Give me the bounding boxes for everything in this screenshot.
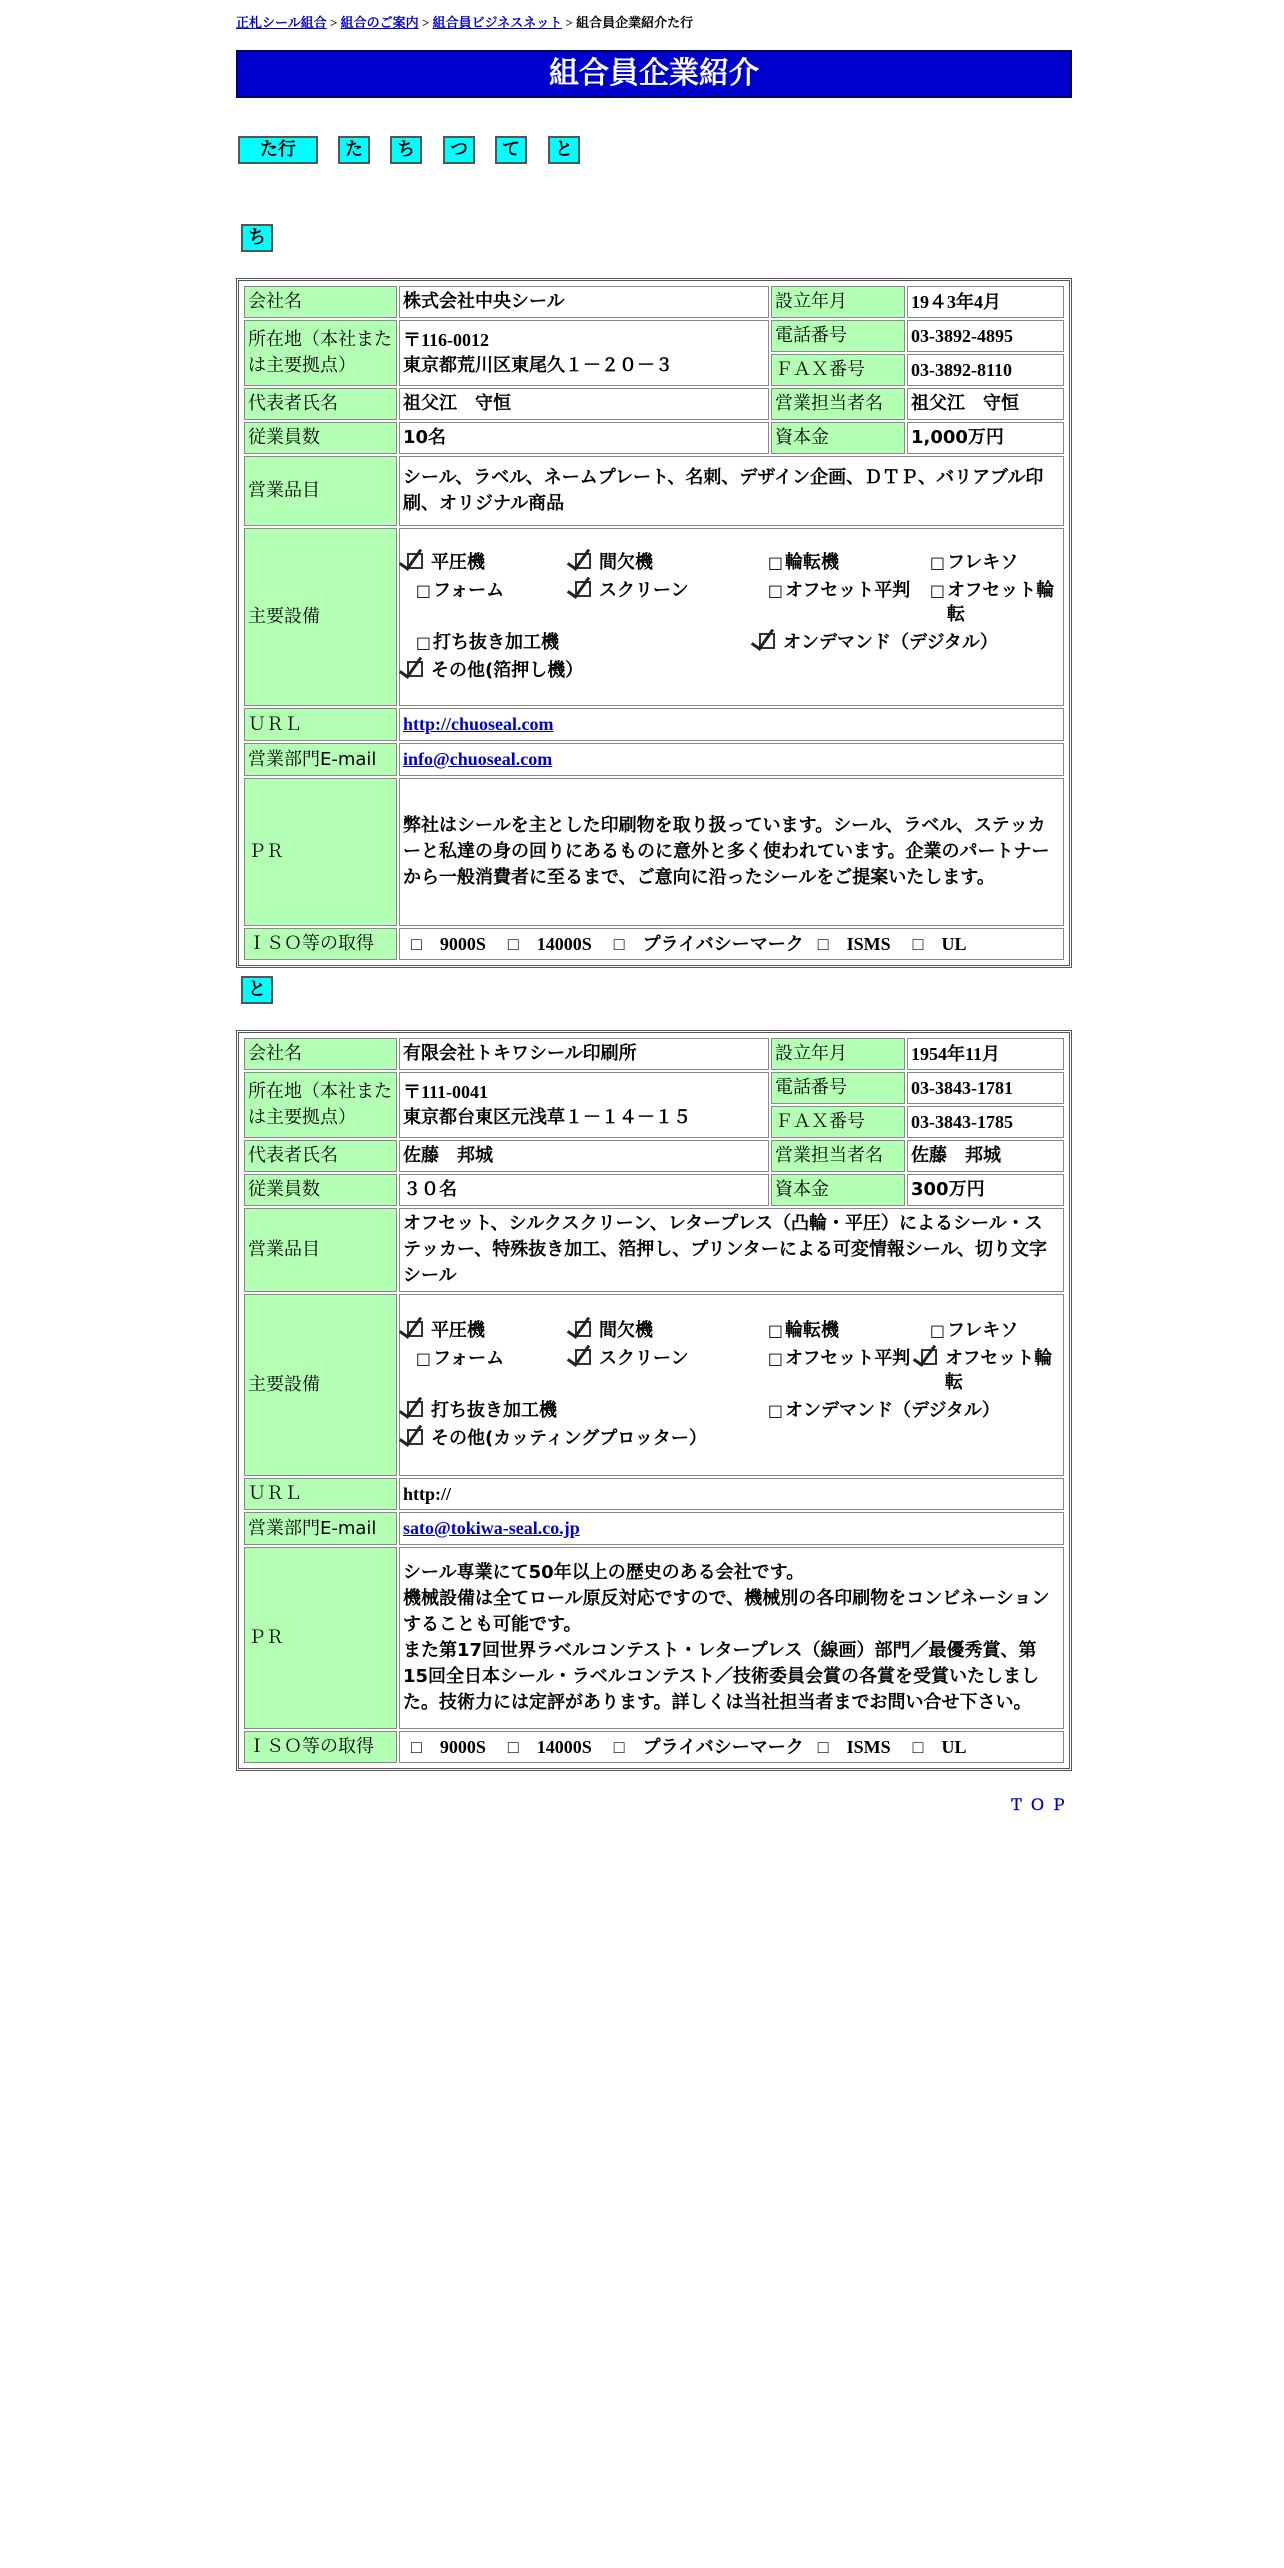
iso-item-label: 14000S (536, 934, 592, 954)
capital-amount: 1,000万円 (907, 422, 1064, 454)
label-capital: 資本金 (771, 422, 905, 454)
company-card-chuo-seal (236, 278, 1072, 968)
company-name: 有限会社トキワシール印刷所 (399, 1038, 769, 1070)
iso-item (606, 931, 804, 957)
iso-item-label: プライバシーマーク (642, 1737, 804, 1757)
equipment-on-demand: □ オンデマンド（デジタル） (755, 1399, 1060, 1423)
breadcrumb-link-home[interactable]: 正札シール組合 (236, 15, 327, 30)
iso-list (399, 1731, 1064, 1763)
label-representative: 代表者氏名 (244, 388, 397, 420)
kana-nav-te[interactable]: て (495, 136, 527, 164)
label-pr: ＰＲ (244, 1547, 397, 1729)
address: 東京都荒川区東尾久１－２０－３ (403, 355, 673, 376)
founded-date: 1954年11月 (907, 1038, 1064, 1070)
label-representative: 代表者氏名 (244, 1140, 397, 1172)
iso-item (810, 1734, 891, 1760)
unchecked-box-icon: □ (613, 934, 625, 954)
phone-number: 03-3892-4895 (907, 320, 1064, 352)
label-capital: 資本金 (771, 1174, 905, 1206)
label-fax: ＦＡＸ番号 (771, 1106, 905, 1138)
address-cell (399, 1072, 769, 1138)
url-cell (399, 708, 1064, 741)
equipment-die-cut: □ 打ち抜き加工機 (403, 631, 755, 655)
section-label-to: と (241, 976, 273, 1004)
iso-item-label: UL (941, 934, 967, 954)
address-cell (399, 320, 769, 386)
unchecked-box-icon: □ (767, 1321, 783, 1340)
iso-item-label: UL (941, 1737, 967, 1757)
founded-date: 19４3年4月 (907, 286, 1064, 318)
pr-line: また第17回世界ラベルコンテスト・レタープレス（線画）部門／最優秀賞、第15回全日本シール・ラベルコンテスト／技術委員会賞の各賞を受賞いたしました。技術力には定評があります。詳しくは当社担当者までお問い合せ下さい。 (403, 1640, 1039, 1713)
email-cell (399, 1512, 1064, 1545)
iso-item (403, 1734, 486, 1760)
equipment-form: □ フォーム (403, 1347, 571, 1395)
label-products: 営業品目 (244, 1208, 397, 1292)
breadcrumb-link-business-net[interactable]: 組合員ビジネスネット (432, 15, 563, 30)
iso-item (905, 1734, 967, 1760)
pr-text: 弊社はシールを主とした印刷物を取り扱っています。シール、ラベル、ステッカーと私達の身の回りにあるものに意外と多く使われています。企業のパートナーから一般消費者に至るまで、ご意向に沿ったシールをご提案いたします。 (399, 778, 1064, 926)
equipment-on-demand: オンデマンド（デジタル） (783, 632, 998, 653)
label-employees: 従業員数 (244, 422, 397, 454)
label-iso: ＩＳＯ等の取得 (244, 928, 397, 960)
address: 東京都台東区元浅草１－１４－１５ (403, 1107, 691, 1128)
iso-item-label: プライバシーマーク (642, 934, 804, 954)
equipment-screen: スクリーン (599, 1348, 689, 1369)
pr-text (399, 1547, 1064, 1729)
email-cell (399, 743, 1064, 776)
label-url: ＵＲＬ (244, 1478, 397, 1510)
label-products: 営業品目 (244, 456, 397, 526)
unchecked-box-icon: □ (817, 1737, 829, 1757)
unchecked-box-icon: □ (929, 1321, 945, 1340)
equipment-intermittent: 間欠機 (599, 1320, 653, 1341)
equipment-list (399, 1294, 1064, 1476)
label-sales-contact: 営業担当者名 (771, 1140, 905, 1172)
kana-nav-ta-row[interactable]: た行 (238, 136, 318, 164)
iso-item (500, 1734, 592, 1760)
breadcrumb-current: 組合員企業紹介た行 (576, 15, 694, 30)
top-link[interactable]: ＴＯＰ (1008, 1796, 1072, 1814)
breadcrumb (236, 12, 693, 31)
unchecked-box-icon: □ (411, 1737, 422, 1757)
iso-item-label: 14000S (536, 1737, 592, 1757)
equipment-rotary: □ 輪転機 (755, 551, 917, 575)
unchecked-box-icon: □ (767, 581, 783, 600)
unchecked-box-icon: □ (507, 934, 519, 954)
equipment-intermittent: 間欠機 (599, 552, 653, 573)
products: オフセット、シルクスクリーン、レタープレス（凸輪・平圧）によるシール・ステッカー、特殊抜き加工、箔押し、プリンターによる可変情報シール、切り文字シール (399, 1208, 1064, 1292)
label-founded: 設立年月 (771, 1038, 905, 1070)
iso-item-label: ISMS (846, 1737, 891, 1757)
label-phone: 電話番号 (771, 1072, 905, 1104)
sales-contact-name: 佐藤 邦城 (907, 1140, 1064, 1172)
label-employees: 従業員数 (244, 1174, 397, 1206)
page-title: 組合員企業紹介 (236, 50, 1072, 98)
kana-nav-to[interactable]: と (548, 136, 580, 164)
equipment-flexo: □ フレキソ (917, 1319, 1060, 1343)
label-address: 所在地（本社または主要拠点） (244, 1072, 397, 1138)
iso-item (403, 931, 486, 957)
pr-line: シール専業にて50年以上の歴史のある会社です。 (403, 1562, 805, 1583)
equipment-flexo: □ フレキソ (917, 551, 1060, 575)
label-fax: ＦＡＸ番号 (771, 354, 905, 386)
unchecked-box-icon: □ (767, 553, 783, 572)
iso-item (606, 1734, 804, 1760)
company-name: 株式会社中央シール (399, 286, 769, 318)
equipment-offset-sheet: □ オフセット平判 (755, 579, 917, 627)
capital-amount: 300万円 (907, 1174, 1064, 1206)
iso-list (399, 928, 1064, 960)
section-label-chi: ち (241, 224, 273, 252)
unchecked-box-icon: □ (415, 633, 431, 652)
iso-item (500, 931, 592, 957)
equipment-offset-sheet: □ オフセット平判 (755, 1347, 917, 1395)
label-iso: ＩＳＯ等の取得 (244, 1731, 397, 1763)
kana-nav-chi[interactable]: ち (390, 136, 422, 164)
fax-number: 03-3892-8110 (907, 354, 1064, 386)
equipment-platen: 平圧機 (431, 1320, 485, 1341)
iso-item (810, 931, 891, 957)
unchecked-box-icon: □ (415, 581, 431, 600)
equipment-list (399, 528, 1064, 706)
label-email: 営業部門E-mail (244, 743, 397, 776)
phone-number: 03-3843-1781 (907, 1072, 1064, 1104)
company-email-link[interactable]: info@chuoseal.com (403, 749, 553, 769)
company-url: http:// (399, 1478, 1064, 1510)
unchecked-box-icon: □ (929, 581, 945, 600)
equipment-other: その他 (箔押し機） (431, 660, 584, 681)
equipment-screen: スクリーン (599, 580, 689, 601)
employee-count: ３０名 (399, 1174, 769, 1206)
postal-code: 〒116-0012 (403, 330, 490, 350)
label-sales-contact: 営業担当者名 (771, 388, 905, 420)
breadcrumb-link-about[interactable]: 組合のご案内 (340, 15, 419, 30)
unchecked-box-icon: □ (912, 1737, 924, 1757)
pr-line: 機械設備は全てロール原反対応ですので、機械別の各印刷物をコンビネーションすることも可能です。 (403, 1588, 1050, 1635)
unchecked-box-icon: □ (912, 934, 924, 954)
equipment-other: その他 (カッティングプロッター） (431, 1428, 707, 1449)
unchecked-box-icon: □ (507, 1737, 519, 1757)
label-equipment: 主要設備 (244, 528, 397, 706)
company-email-link[interactable]: sato@tokiwa-seal.co.jp (403, 1518, 580, 1538)
equipment-platen: 平圧機 (431, 552, 485, 573)
iso-item (905, 931, 967, 957)
equipment-offset-rotary: オフセット輪転 (945, 1348, 1053, 1393)
label-pr: ＰＲ (244, 778, 397, 926)
label-founded: 設立年月 (771, 286, 905, 318)
representative-name: 佐藤 邦城 (399, 1140, 769, 1172)
unchecked-box-icon: □ (817, 934, 829, 954)
postal-code: 〒111-0041 (403, 1082, 489, 1102)
unchecked-box-icon: □ (929, 553, 945, 572)
company-url-link[interactable]: http://chuoseal.com (403, 714, 554, 734)
employee-count: 10名 (399, 422, 769, 454)
iso-item-label: 9000S (439, 934, 486, 954)
sales-contact-name: 祖父江 守恒 (907, 388, 1064, 420)
equipment-rotary: □ 輪転機 (755, 1319, 917, 1343)
representative-name: 祖父江 守恒 (399, 388, 769, 420)
equipment-offset-rotary: □ オフセット輪転 (917, 579, 1060, 627)
unchecked-box-icon: □ (411, 934, 422, 954)
iso-item-label: ISMS (846, 934, 891, 954)
iso-item-label: 9000S (439, 1737, 486, 1757)
products: シール、ラベル、ネームプレート、名刺、デザイン企画、ＤＴＰ、バリアブル印刷、オリジナル商品 (399, 456, 1064, 526)
kana-nav-tsu[interactable]: つ (443, 136, 475, 164)
label-equipment: 主要設備 (244, 1294, 397, 1476)
breadcrumb-sep: > (565, 15, 573, 30)
unchecked-box-icon: □ (767, 1401, 783, 1420)
equipment-form: □ フォーム (403, 579, 571, 627)
label-company-name: 会社名 (244, 286, 397, 318)
label-url: ＵＲＬ (244, 708, 397, 741)
fax-number: 03-3843-1785 (907, 1106, 1064, 1138)
label-address: 所在地（本社または主要拠点） (244, 320, 397, 386)
label-phone: 電話番号 (771, 320, 905, 352)
breadcrumb-sep: > (330, 15, 338, 30)
unchecked-box-icon: □ (415, 1349, 431, 1368)
equipment-die-cut: 打ち抜き加工機 (431, 1400, 557, 1421)
unchecked-box-icon: □ (613, 1737, 625, 1757)
kana-nav-ta[interactable]: た (338, 136, 370, 164)
company-card-tokiwa-seal (236, 1030, 1072, 1771)
unchecked-box-icon: □ (767, 1349, 783, 1368)
label-company-name: 会社名 (244, 1038, 397, 1070)
label-email: 営業部門E-mail (244, 1512, 397, 1545)
breadcrumb-sep: > (421, 15, 430, 30)
